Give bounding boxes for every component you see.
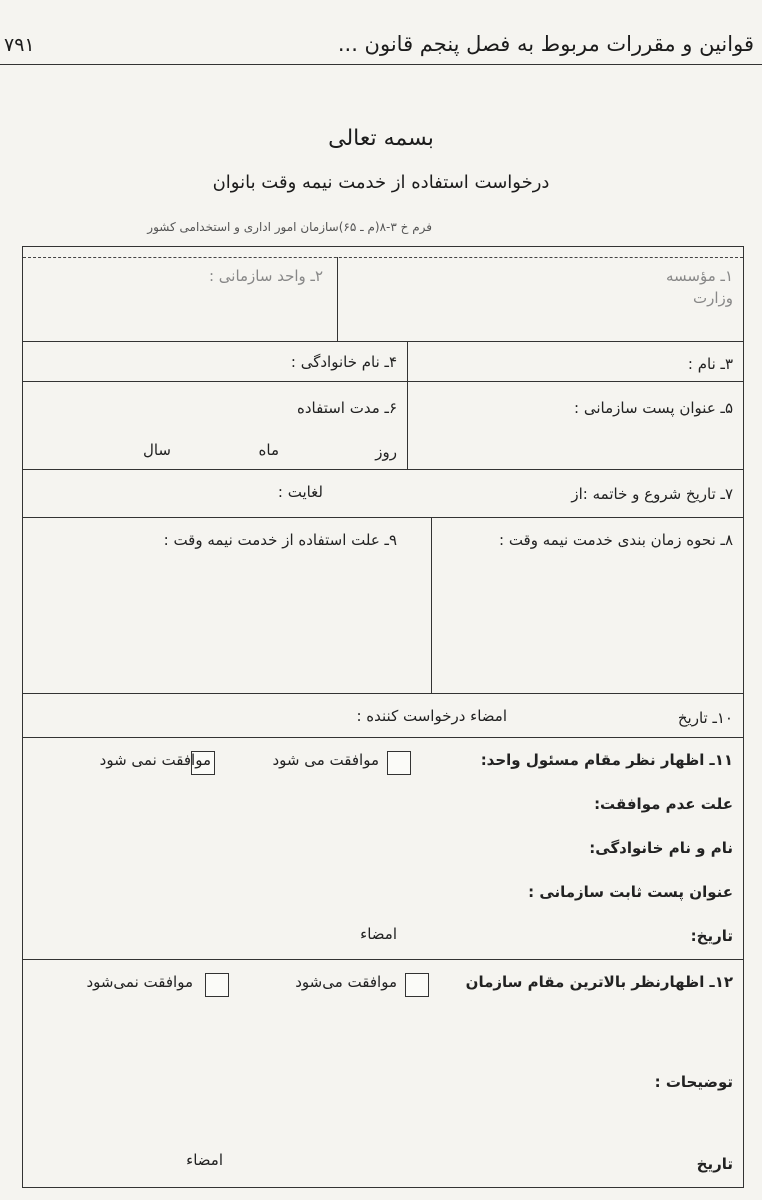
unit-reject-label: موافقت نمی شود xyxy=(99,751,211,769)
running-header-title: قوانین و مقررات مربوط به فصل پنجم قانون ... xyxy=(337,32,754,56)
duration-year: سال xyxy=(142,441,171,459)
official-date-label: تاریخ: xyxy=(690,927,733,945)
ministry-label: ۱ـ مؤسسه xyxy=(665,267,733,285)
official-name-label: نام و نام خانوادگی: xyxy=(589,839,733,857)
unit-opinion-label: ۱۱ـ اظهار نظر مقام مسئول واحد: xyxy=(480,751,733,769)
org-unit-label: ۲ـ واحد سازمانی : xyxy=(208,267,323,285)
ministry-sub-label: وزارت xyxy=(692,289,733,307)
reason-label: ۹ـ علت استفاده از خدمت نیمه وقت : xyxy=(163,531,397,549)
final-date-label: تاریخ xyxy=(696,1155,733,1173)
row-divider-6 xyxy=(23,737,743,738)
row-divider-4 xyxy=(23,517,743,518)
request-form xyxy=(22,246,744,1188)
row-divider-1 xyxy=(23,341,743,342)
duration-label: ۶ـ مدت استفاده xyxy=(297,399,397,417)
duration-day: روز xyxy=(375,443,397,461)
top-approve-label: موافقت می‌شود xyxy=(295,973,397,991)
row-divider-5 xyxy=(23,693,743,694)
top-approve-checkbox[interactable] xyxy=(405,973,429,997)
schedule-label: ۸ـ نحوه زمان بندی خدمت نیمه وقت : xyxy=(499,531,733,549)
unit-approve-label: موافقت می شود xyxy=(272,751,379,769)
bismillah-heading: بسمه تعالی xyxy=(328,126,434,151)
row-divider-3 xyxy=(23,469,743,470)
top-reject-label: موافقت نمی‌شود xyxy=(86,973,193,991)
notes-label: توضیحات : xyxy=(654,1073,733,1091)
official-post-label: عنوان پست ثابت سازمانی : xyxy=(528,883,733,901)
form-title: درخواست استفاده از خدمت نیمه وقت بانوان xyxy=(212,172,550,193)
top-reject-checkbox[interactable] xyxy=(205,973,229,997)
start-end-label: ۷ـ تاریخ شروع و خاتمه :از xyxy=(571,485,733,503)
col-divider-r1 xyxy=(337,257,338,341)
request-date-label: ۱۰ـ تاریخ xyxy=(677,709,733,727)
col-divider-r5 xyxy=(431,517,432,693)
official-signature-label: امضاء xyxy=(360,925,397,943)
page-number: ۷۹۱ xyxy=(4,34,35,56)
until-label: لغایت : xyxy=(277,483,323,501)
duration-month: ماه xyxy=(258,441,279,459)
post-title-label: ۵ـ عنوان پست سازمانی : xyxy=(574,399,733,417)
running-header xyxy=(0,30,762,66)
top-official-opinion-label: ۱۲ـ اظهارنظر بالاترین مقام سازمان xyxy=(465,973,733,991)
requester-signature-label: امضاء درخواست کننده : xyxy=(356,707,507,725)
family-name-label: ۴ـ نام خانوادگی : xyxy=(290,353,397,371)
row-divider-7 xyxy=(23,959,743,960)
reject-reason-label: علت عدم موافقت: xyxy=(594,795,733,813)
first-name-label: ۳ـ نام : xyxy=(687,355,733,373)
dashed-top-rule xyxy=(23,257,743,258)
form-code: فرم خ ۳-۸(م ـ ۶۵)سازمان امور اداری و استخدامی کشور xyxy=(147,220,432,234)
final-signature-label: امضاء xyxy=(186,1151,223,1169)
row-divider-2 xyxy=(23,381,743,382)
col-divider-r2-r3 xyxy=(407,341,408,469)
header-rule xyxy=(0,64,762,65)
unit-approve-checkbox[interactable] xyxy=(387,751,411,775)
